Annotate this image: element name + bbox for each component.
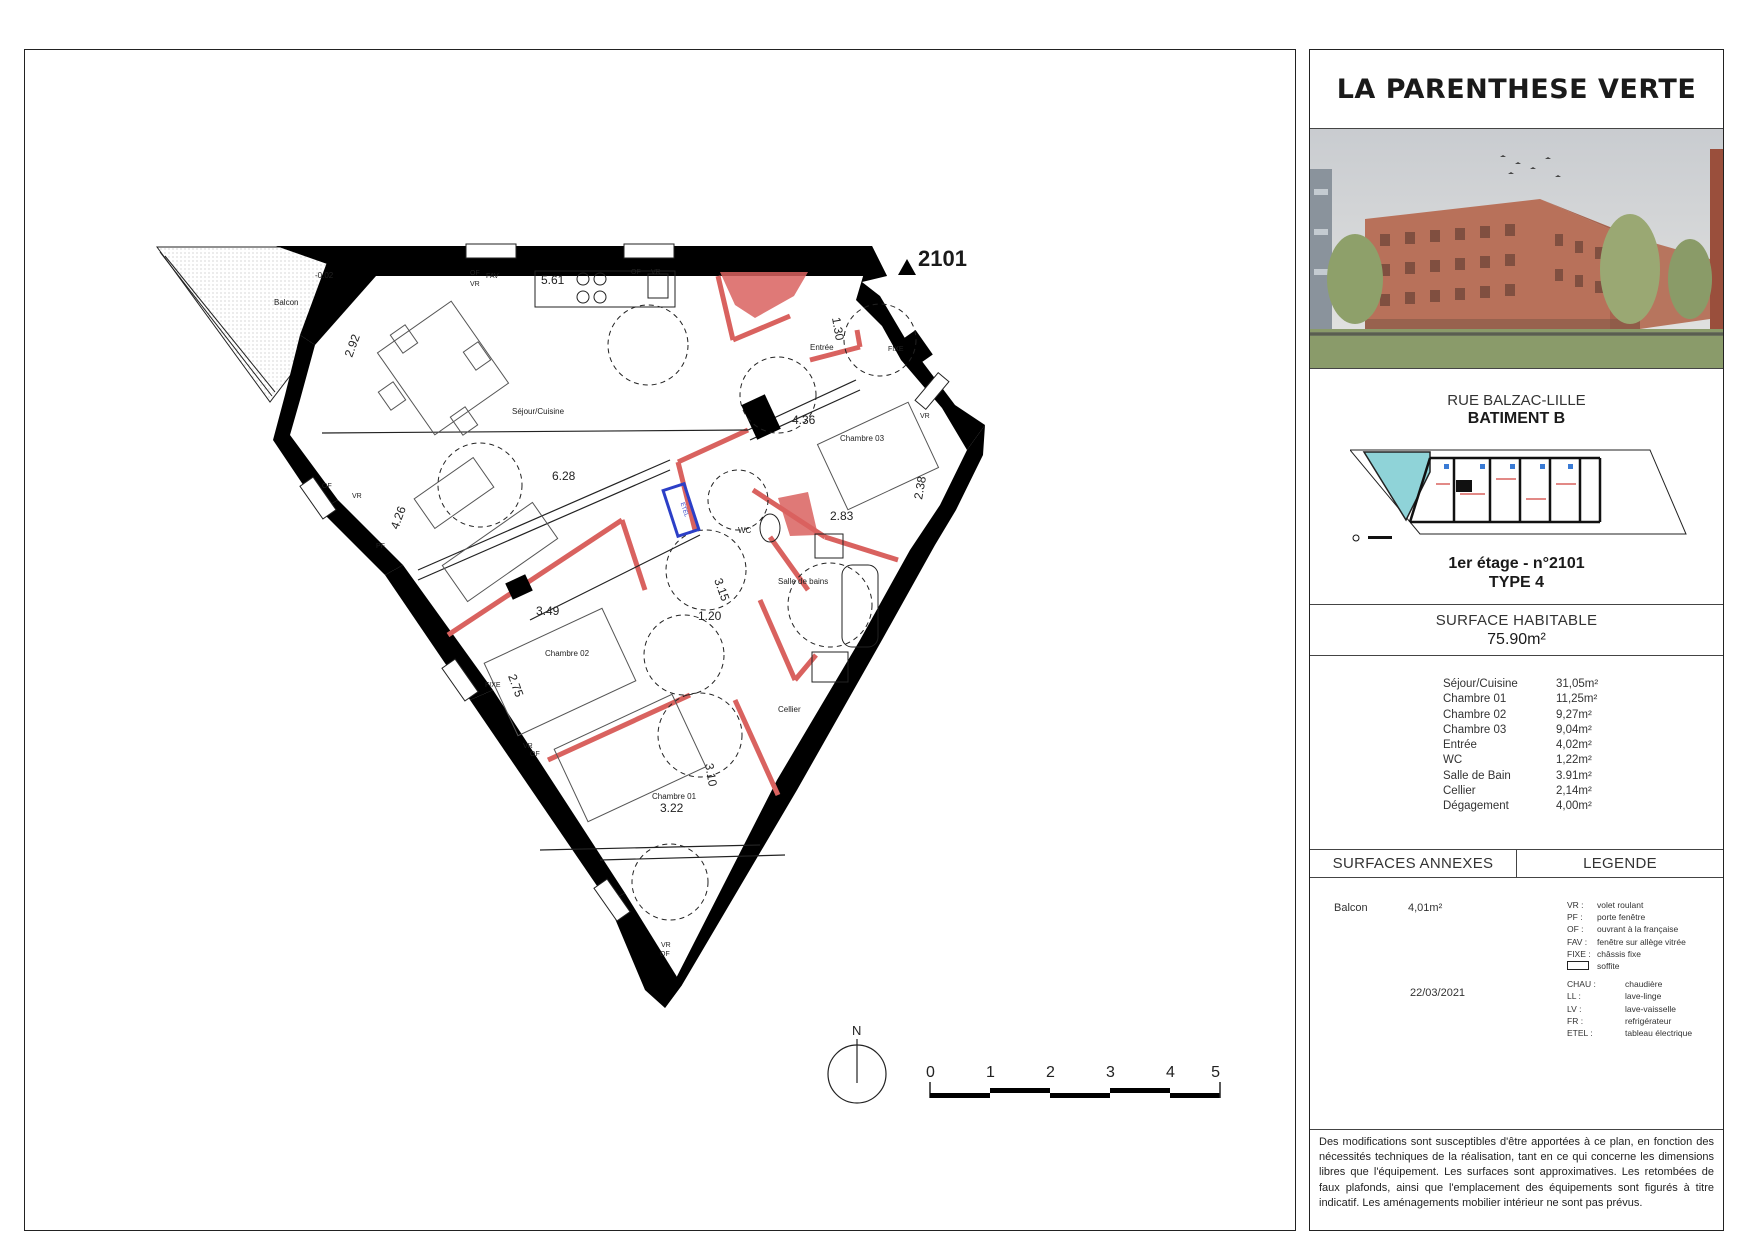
svg-text:5: 5 bbox=[1211, 1064, 1220, 1081]
legend-header: LEGENDE bbox=[1583, 855, 1657, 872]
label-chambre03: Chambre 03 bbox=[840, 434, 885, 443]
soffite-swatch-icon bbox=[1567, 961, 1589, 970]
label-cellier: Cellier bbox=[778, 705, 801, 714]
surface-habitable-value: 75.90m² bbox=[1487, 631, 1546, 648]
room-area-table bbox=[1443, 677, 1598, 815]
label-chambre02: Chambre 02 bbox=[545, 649, 590, 658]
room-row: Entrée 4,02m² bbox=[1443, 739, 1592, 752]
entry-chimney bbox=[720, 272, 808, 318]
svg-text:1: 1 bbox=[986, 1064, 995, 1081]
legend-item: ETEL : tableau électrique bbox=[1567, 1027, 1693, 1038]
building-render-image bbox=[1310, 129, 1723, 369]
label-wc: WC bbox=[738, 526, 752, 535]
annexes-legend-header bbox=[1310, 849, 1723, 878]
dim-3-22: 3.22 bbox=[660, 801, 684, 815]
disclaimer-text: Des modifications sont susceptibles d'être apportées à ce plan, en fonction des nécessités techniques de la réalisation, tant en ce qui concerne les dimensions libres que l'équipement. Les surfaces sont approximatives. Les retombées de faux plafonds, ainsi que l'emplacement des équipements sont figurés à titre indicatif. Les aménagements mobilier intérieur ne sont pas prévus. bbox=[1310, 1129, 1723, 1232]
dim-4-36: 4.36 bbox=[792, 413, 816, 427]
svg-text:OF: OF bbox=[530, 751, 540, 758]
dim-3-49: 3.49 bbox=[536, 604, 560, 618]
title-block bbox=[1309, 49, 1724, 1231]
dim-2-83: 2.83 bbox=[830, 509, 854, 523]
legend-item: VR : volet roulant bbox=[1567, 900, 1644, 910]
label-balcon: Balcon bbox=[274, 298, 299, 307]
balcon-area: 4,01m² bbox=[1408, 902, 1443, 914]
room-row: Séjour/Cuisine 31,05m² bbox=[1443, 678, 1599, 690]
surface-habitable-label: SURFACE HABITABLE bbox=[1435, 612, 1598, 629]
label-chambre01: Chambre 01 bbox=[652, 792, 697, 801]
wc-shaft bbox=[778, 492, 818, 536]
legend-item: OF : ouvrant à la française bbox=[1567, 924, 1679, 935]
pillars bbox=[505, 330, 933, 600]
svg-text:0: 0 bbox=[926, 1064, 935, 1081]
key-plan-diagram bbox=[1350, 444, 1690, 544]
dim-6-28: 6.28 bbox=[552, 469, 576, 483]
legend-list bbox=[1567, 899, 1692, 1039]
svg-text:VR: VR bbox=[651, 269, 661, 276]
room-row: Dégagement 4,00m² bbox=[1443, 800, 1592, 813]
legend-item: CHAU : chaudière bbox=[1567, 979, 1663, 990]
svg-text:OF: OF bbox=[631, 269, 641, 276]
north-arrow-icon bbox=[827, 1023, 889, 1105]
svg-text:VR: VR bbox=[523, 743, 533, 750]
dim-1-20: 1.20 bbox=[698, 609, 722, 623]
svg-text:OF: OF bbox=[470, 270, 480, 277]
lot-number: 2101 bbox=[918, 246, 967, 271]
svg-text:VR: VR bbox=[470, 281, 480, 288]
label-etel: ETEL bbox=[678, 501, 690, 518]
north-label: N bbox=[852, 1023, 862, 1038]
svg-text:FIXE: FIXE bbox=[485, 682, 501, 689]
building-name: BATIMENT B bbox=[1467, 410, 1566, 427]
dim-2-38: 2.38 bbox=[911, 475, 930, 501]
svg-text:VR: VR bbox=[920, 413, 930, 420]
room-row: Chambre 02 9,27m² bbox=[1443, 708, 1592, 721]
dim-2-75: 2.75 bbox=[505, 672, 527, 699]
svg-text:OF: OF bbox=[660, 951, 670, 958]
room-row: Salle de Bain 3.91m² bbox=[1443, 769, 1592, 782]
legend-item: PF : porte fenêtre bbox=[1567, 912, 1646, 923]
svg-text:VR: VR bbox=[352, 493, 362, 500]
room-row: WC 1,22m² bbox=[1443, 754, 1592, 767]
balcon-label: Balcon bbox=[1334, 902, 1368, 914]
svg-text:VR: VR bbox=[661, 942, 671, 949]
floor-unit: 1er étage - n°2101 bbox=[1448, 555, 1585, 572]
legend-item: FAV : fenêtre sur allège vitrée bbox=[1567, 936, 1686, 947]
dim-4-26: 4.26 bbox=[387, 504, 409, 532]
legend-item: LV : lave-vaisselle bbox=[1567, 1003, 1677, 1014]
svg-text:OF: OF bbox=[322, 483, 332, 490]
annexes-header: SURFACES ANNEXES bbox=[1310, 850, 1517, 877]
address: RUE BALZAC-LILLE bbox=[1447, 392, 1586, 409]
svg-text:2: 2 bbox=[1046, 1064, 1055, 1081]
surface-habitable-box bbox=[1310, 604, 1723, 656]
legend-item: FIXE : châssis fixe bbox=[1567, 948, 1641, 959]
svg-text:PF: PF bbox=[376, 543, 385, 550]
svg-text:4: 4 bbox=[1166, 1064, 1175, 1081]
label-balcon-level: -0.02 bbox=[315, 271, 334, 280]
scale-bar bbox=[920, 1052, 1230, 1112]
dim-1-30: 1.30 bbox=[829, 316, 847, 342]
lot-marker-icon bbox=[898, 259, 916, 275]
dim-5-61: 5.61 bbox=[541, 273, 565, 287]
label-sejour: Séjour/Cuisine bbox=[512, 407, 565, 416]
dim-3-10: 3.10 bbox=[702, 762, 720, 788]
door-swings bbox=[438, 304, 916, 920]
plan-date: 22/03/2021 bbox=[1410, 987, 1466, 999]
svg-text:3: 3 bbox=[1106, 1064, 1115, 1081]
legend-item-soffite: soffite bbox=[1567, 960, 1692, 972]
dim-2-92: 2.92 bbox=[341, 332, 363, 360]
room-row: Chambre 03 9,04m² bbox=[1443, 723, 1592, 736]
project-title: LA PARENTHESE VERTE bbox=[1310, 50, 1723, 129]
dim-3-15: 3.15 bbox=[711, 576, 733, 603]
svg-text:FAV: FAV bbox=[486, 273, 499, 280]
dining-furniture bbox=[377, 301, 557, 601]
room-row: Chambre 01 11,25m² bbox=[1443, 693, 1598, 706]
apartment-type: TYPE 4 bbox=[1488, 574, 1545, 591]
label-entree: Entrée bbox=[810, 343, 834, 352]
legend-item: LL : lave-linge bbox=[1567, 991, 1662, 1002]
svg-text:FIXE: FIXE bbox=[888, 346, 904, 353]
legend-item: FR : refrigérateur bbox=[1567, 1015, 1672, 1026]
label-sdb: Salle de bains bbox=[778, 577, 829, 586]
room-row: Cellier 2,14m² bbox=[1443, 785, 1592, 798]
